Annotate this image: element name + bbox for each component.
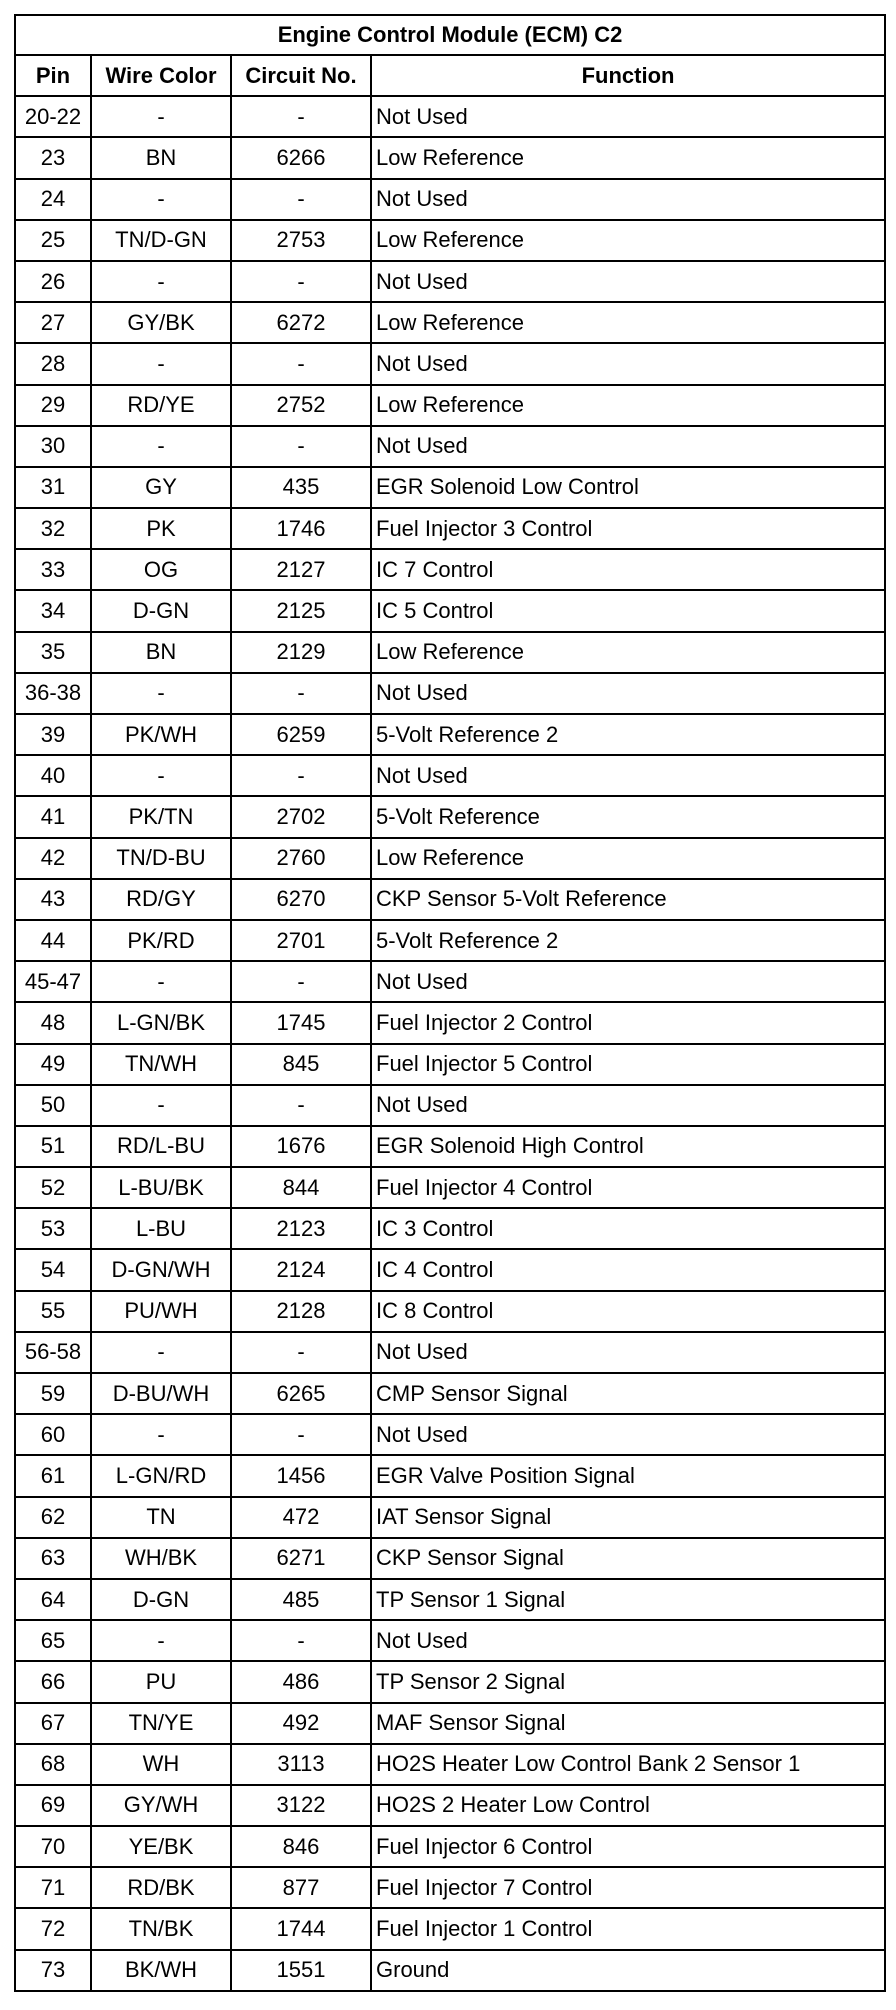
function-cell: Low Reference bbox=[371, 137, 885, 178]
function-cell: HO2S 2 Heater Low Control bbox=[371, 1785, 885, 1826]
function-cell: IAT Sensor Signal bbox=[371, 1497, 885, 1538]
function-cell: IC 5 Control bbox=[371, 590, 885, 631]
circuit-no-cell: - bbox=[231, 755, 371, 796]
pin-cell: 43 bbox=[15, 879, 91, 920]
circuit-no-cell: 492 bbox=[231, 1703, 371, 1744]
pin-cell: 67 bbox=[15, 1703, 91, 1744]
table-row bbox=[15, 1291, 885, 1332]
pin-cell: 20-22 bbox=[15, 96, 91, 137]
circuit-no-cell: 1551 bbox=[231, 1950, 371, 1991]
circuit-no-cell: - bbox=[231, 261, 371, 302]
table-row bbox=[15, 961, 885, 1002]
wire-color-cell: PK bbox=[91, 508, 231, 549]
function-cell: Not Used bbox=[371, 755, 885, 796]
circuit-no-cell: 486 bbox=[231, 1661, 371, 1702]
function-cell: Low Reference bbox=[371, 302, 885, 343]
circuit-no-cell: 2127 bbox=[231, 549, 371, 590]
table-row bbox=[15, 1744, 885, 1785]
wire-color-cell: PU bbox=[91, 1661, 231, 1702]
wire-color-cell: RD/GY bbox=[91, 879, 231, 920]
function-cell: HO2S Heater Low Control Bank 2 Sensor 1 bbox=[371, 1744, 885, 1785]
circuit-no-cell: - bbox=[231, 96, 371, 137]
table-row bbox=[15, 220, 885, 261]
wire-color-cell: PK/TN bbox=[91, 796, 231, 837]
circuit-no-cell: 472 bbox=[231, 1497, 371, 1538]
function-cell: Not Used bbox=[371, 426, 885, 467]
table-row bbox=[15, 1579, 885, 1620]
circuit-no-cell: 2123 bbox=[231, 1208, 371, 1249]
table-row bbox=[15, 879, 885, 920]
wire-color-cell: - bbox=[91, 1414, 231, 1455]
wire-color-cell: L-GN/BK bbox=[91, 1002, 231, 1043]
table-row bbox=[15, 1208, 885, 1249]
function-cell: Low Reference bbox=[371, 385, 885, 426]
circuit-no-cell: - bbox=[231, 673, 371, 714]
pin-cell: 52 bbox=[15, 1167, 91, 1208]
wire-color-cell: WH/BK bbox=[91, 1538, 231, 1579]
pin-cell: 61 bbox=[15, 1455, 91, 1496]
pin-cell: 72 bbox=[15, 1908, 91, 1949]
circuit-no-cell: 846 bbox=[231, 1826, 371, 1867]
function-cell: IC 8 Control bbox=[371, 1291, 885, 1332]
pin-cell: 45-47 bbox=[15, 961, 91, 1002]
circuit-no-cell: 6270 bbox=[231, 879, 371, 920]
pin-cell: 28 bbox=[15, 343, 91, 384]
function-cell: IC 3 Control bbox=[371, 1208, 885, 1249]
function-cell: Not Used bbox=[371, 343, 885, 384]
wire-color-cell: - bbox=[91, 343, 231, 384]
pin-cell: 56-58 bbox=[15, 1332, 91, 1373]
table-row bbox=[15, 385, 885, 426]
function-cell: Not Used bbox=[371, 1620, 885, 1661]
function-cell: IC 7 Control bbox=[371, 549, 885, 590]
pin-cell: 54 bbox=[15, 1249, 91, 1290]
wire-color-cell: OG bbox=[91, 549, 231, 590]
circuit-no-cell: 6271 bbox=[231, 1538, 371, 1579]
function-cell: Fuel Injector 4 Control bbox=[371, 1167, 885, 1208]
table-row bbox=[15, 632, 885, 673]
function-cell: EGR Solenoid High Control bbox=[371, 1126, 885, 1167]
function-cell: EGR Valve Position Signal bbox=[371, 1455, 885, 1496]
wire-color-cell: YE/BK bbox=[91, 1826, 231, 1867]
function-cell: Not Used bbox=[371, 1414, 885, 1455]
wire-color-cell: GY bbox=[91, 467, 231, 508]
function-cell: Low Reference bbox=[371, 838, 885, 879]
connector-document bbox=[14, 14, 884, 1992]
wire-color-cell: D-GN bbox=[91, 590, 231, 631]
pin-cell: 68 bbox=[15, 1744, 91, 1785]
table-row bbox=[15, 137, 885, 178]
wire-color-cell: TN/BK bbox=[91, 1908, 231, 1949]
table-row bbox=[15, 1167, 885, 1208]
wire-color-cell: - bbox=[91, 755, 231, 796]
wire-color-cell: RD/BK bbox=[91, 1867, 231, 1908]
pin-cell: 50 bbox=[15, 1085, 91, 1126]
function-cell: 5-Volt Reference 2 bbox=[371, 920, 885, 961]
table-row bbox=[15, 796, 885, 837]
circuit-no-cell: 3122 bbox=[231, 1785, 371, 1826]
wire-color-cell: BN bbox=[91, 632, 231, 673]
circuit-no-cell: 845 bbox=[231, 1044, 371, 1085]
table-row bbox=[15, 673, 885, 714]
pin-cell: 23 bbox=[15, 137, 91, 178]
circuit-no-cell: - bbox=[231, 1332, 371, 1373]
circuit-no-cell: 1744 bbox=[231, 1908, 371, 1949]
table-row bbox=[15, 920, 885, 961]
pin-cell: 27 bbox=[15, 302, 91, 343]
wire-color-cell: L-BU/BK bbox=[91, 1167, 231, 1208]
circuit-no-cell: 877 bbox=[231, 1867, 371, 1908]
circuit-no-cell: 2124 bbox=[231, 1249, 371, 1290]
table-row bbox=[15, 1414, 885, 1455]
function-cell: Fuel Injector 7 Control bbox=[371, 1867, 885, 1908]
pin-cell: 35 bbox=[15, 632, 91, 673]
function-cell: CKP Sensor 5-Volt Reference bbox=[371, 879, 885, 920]
wire-color-cell: RD/L-BU bbox=[91, 1126, 231, 1167]
circuit-no-cell: 2701 bbox=[231, 920, 371, 961]
circuit-no-cell: 6266 bbox=[231, 137, 371, 178]
pin-cell: 25 bbox=[15, 220, 91, 261]
function-cell: Not Used bbox=[371, 1332, 885, 1373]
function-cell: TP Sensor 1 Signal bbox=[371, 1579, 885, 1620]
pin-cell: 63 bbox=[15, 1538, 91, 1579]
function-cell: Fuel Injector 1 Control bbox=[371, 1908, 885, 1949]
pin-cell: 69 bbox=[15, 1785, 91, 1826]
function-cell: Low Reference bbox=[371, 632, 885, 673]
table-row bbox=[15, 302, 885, 343]
circuit-no-cell: 3113 bbox=[231, 1744, 371, 1785]
function-cell: MAF Sensor Signal bbox=[371, 1703, 885, 1744]
header-function: Function bbox=[371, 55, 885, 96]
function-cell: 5-Volt Reference bbox=[371, 796, 885, 837]
pin-cell: 51 bbox=[15, 1126, 91, 1167]
pin-cell: 42 bbox=[15, 838, 91, 879]
circuit-no-cell: 2129 bbox=[231, 632, 371, 673]
table-row bbox=[15, 343, 885, 384]
table-row bbox=[15, 1497, 885, 1538]
wire-color-cell: - bbox=[91, 426, 231, 467]
circuit-no-cell: 485 bbox=[231, 1579, 371, 1620]
circuit-no-cell: 844 bbox=[231, 1167, 371, 1208]
function-cell: Not Used bbox=[371, 1085, 885, 1126]
wire-color-cell: PU/WH bbox=[91, 1291, 231, 1332]
pin-cell: 41 bbox=[15, 796, 91, 837]
table-row bbox=[15, 1785, 885, 1826]
table-row bbox=[15, 1538, 885, 1579]
circuit-no-cell: 2128 bbox=[231, 1291, 371, 1332]
circuit-no-cell: - bbox=[231, 961, 371, 1002]
wire-color-cell: TN/D-GN bbox=[91, 220, 231, 261]
wire-color-cell: L-GN/RD bbox=[91, 1455, 231, 1496]
table-row bbox=[15, 508, 885, 549]
header-wire-color: Wire Color bbox=[91, 55, 231, 96]
pin-cell: 73 bbox=[15, 1950, 91, 1991]
function-cell: TP Sensor 2 Signal bbox=[371, 1661, 885, 1702]
circuit-no-cell: - bbox=[231, 343, 371, 384]
pin-cell: 32 bbox=[15, 508, 91, 549]
wire-color-cell: PK/RD bbox=[91, 920, 231, 961]
wire-color-cell: PK/WH bbox=[91, 714, 231, 755]
wire-color-cell: - bbox=[91, 1085, 231, 1126]
pin-cell: 29 bbox=[15, 385, 91, 426]
table-row bbox=[15, 179, 885, 220]
table-row bbox=[15, 1908, 885, 1949]
function-cell: Not Used bbox=[371, 673, 885, 714]
pin-cell: 48 bbox=[15, 1002, 91, 1043]
wire-color-cell: - bbox=[91, 961, 231, 1002]
table-row bbox=[15, 755, 885, 796]
circuit-no-cell: - bbox=[231, 1414, 371, 1455]
wire-color-cell: - bbox=[91, 1620, 231, 1661]
circuit-no-cell: 1746 bbox=[231, 508, 371, 549]
table-row bbox=[15, 467, 885, 508]
wire-color-cell: RD/YE bbox=[91, 385, 231, 426]
pin-cell: 65 bbox=[15, 1620, 91, 1661]
circuit-no-cell: 2752 bbox=[231, 385, 371, 426]
table-row bbox=[15, 1126, 885, 1167]
table-row bbox=[15, 1455, 885, 1496]
pin-cell: 70 bbox=[15, 1826, 91, 1867]
wire-color-cell: - bbox=[91, 673, 231, 714]
wire-color-cell: TN bbox=[91, 1497, 231, 1538]
wire-color-cell: - bbox=[91, 96, 231, 137]
table-row bbox=[15, 1249, 885, 1290]
table-row bbox=[15, 838, 885, 879]
pin-cell: 60 bbox=[15, 1414, 91, 1455]
function-cell: Fuel Injector 5 Control bbox=[371, 1044, 885, 1085]
pin-cell: 40 bbox=[15, 755, 91, 796]
table-row bbox=[15, 261, 885, 302]
title-row bbox=[15, 15, 885, 55]
table-row bbox=[15, 426, 885, 467]
table-row bbox=[15, 590, 885, 631]
table-body bbox=[15, 96, 885, 1991]
circuit-no-cell: - bbox=[231, 179, 371, 220]
table-row bbox=[15, 1044, 885, 1085]
circuit-no-cell: - bbox=[231, 426, 371, 467]
table-row bbox=[15, 96, 885, 137]
pin-cell: 59 bbox=[15, 1373, 91, 1414]
function-cell: Not Used bbox=[371, 961, 885, 1002]
header-pin: Pin bbox=[15, 55, 91, 96]
table-row bbox=[15, 1826, 885, 1867]
table-row bbox=[15, 1620, 885, 1661]
circuit-no-cell: 2702 bbox=[231, 796, 371, 837]
pin-cell: 62 bbox=[15, 1497, 91, 1538]
function-cell: EGR Solenoid Low Control bbox=[371, 467, 885, 508]
circuit-no-cell: - bbox=[231, 1620, 371, 1661]
table-row bbox=[15, 1703, 885, 1744]
wire-color-cell: GY/BK bbox=[91, 302, 231, 343]
table-row bbox=[15, 1661, 885, 1702]
pin-cell: 30 bbox=[15, 426, 91, 467]
table-row bbox=[15, 1373, 885, 1414]
wire-color-cell: TN/D-BU bbox=[91, 838, 231, 879]
pin-cell: 66 bbox=[15, 1661, 91, 1702]
pin-cell: 36-38 bbox=[15, 673, 91, 714]
function-cell: CMP Sensor Signal bbox=[371, 1373, 885, 1414]
function-cell: Fuel Injector 6 Control bbox=[371, 1826, 885, 1867]
table-row bbox=[15, 1332, 885, 1373]
pin-cell: 24 bbox=[15, 179, 91, 220]
function-cell: 5-Volt Reference 2 bbox=[371, 714, 885, 755]
pin-cell: 53 bbox=[15, 1208, 91, 1249]
function-cell: CKP Sensor Signal bbox=[371, 1538, 885, 1579]
pin-cell: 31 bbox=[15, 467, 91, 508]
table-title: Engine Control Module (ECM) C2 bbox=[15, 15, 885, 55]
pin-cell: 49 bbox=[15, 1044, 91, 1085]
circuit-no-cell: 1676 bbox=[231, 1126, 371, 1167]
pin-cell: 64 bbox=[15, 1579, 91, 1620]
wire-color-cell: TN/YE bbox=[91, 1703, 231, 1744]
circuit-no-cell: 435 bbox=[231, 467, 371, 508]
function-cell: Not Used bbox=[371, 261, 885, 302]
pinout-table bbox=[14, 14, 886, 1992]
wire-color-cell: TN/WH bbox=[91, 1044, 231, 1085]
wire-color-cell: D-GN bbox=[91, 1579, 231, 1620]
function-cell: Ground bbox=[371, 1950, 885, 1991]
wire-color-cell: D-BU/WH bbox=[91, 1373, 231, 1414]
circuit-no-cell: 1745 bbox=[231, 1002, 371, 1043]
circuit-no-cell: - bbox=[231, 1085, 371, 1126]
wire-color-cell: BN bbox=[91, 137, 231, 178]
table-row bbox=[15, 1867, 885, 1908]
wire-color-cell: D-GN/WH bbox=[91, 1249, 231, 1290]
function-cell: Not Used bbox=[371, 179, 885, 220]
function-cell: IC 4 Control bbox=[371, 1249, 885, 1290]
pin-cell: 55 bbox=[15, 1291, 91, 1332]
table-row bbox=[15, 549, 885, 590]
function-cell: Not Used bbox=[371, 96, 885, 137]
header-circuit-no: Circuit No. bbox=[231, 55, 371, 96]
circuit-no-cell: 6259 bbox=[231, 714, 371, 755]
function-cell: Fuel Injector 3 Control bbox=[371, 508, 885, 549]
wire-color-cell: BK/WH bbox=[91, 1950, 231, 1991]
circuit-no-cell: 2125 bbox=[231, 590, 371, 631]
wire-color-cell: GY/WH bbox=[91, 1785, 231, 1826]
wire-color-cell: - bbox=[91, 1332, 231, 1373]
circuit-no-cell: 6265 bbox=[231, 1373, 371, 1414]
circuit-no-cell: 6272 bbox=[231, 302, 371, 343]
pin-cell: 33 bbox=[15, 549, 91, 590]
table-row bbox=[15, 1085, 885, 1126]
wire-color-cell: - bbox=[91, 261, 231, 302]
pin-cell: 71 bbox=[15, 1867, 91, 1908]
wire-color-cell: WH bbox=[91, 1744, 231, 1785]
circuit-no-cell: 2760 bbox=[231, 838, 371, 879]
table-row bbox=[15, 714, 885, 755]
pin-cell: 26 bbox=[15, 261, 91, 302]
table-row bbox=[15, 1950, 885, 1991]
pin-cell: 39 bbox=[15, 714, 91, 755]
function-cell: Low Reference bbox=[371, 220, 885, 261]
pin-cell: 44 bbox=[15, 920, 91, 961]
header-row bbox=[15, 55, 885, 96]
table-row bbox=[15, 1002, 885, 1043]
wire-color-cell: L-BU bbox=[91, 1208, 231, 1249]
circuit-no-cell: 1456 bbox=[231, 1455, 371, 1496]
wire-color-cell: - bbox=[91, 179, 231, 220]
pin-cell: 34 bbox=[15, 590, 91, 631]
circuit-no-cell: 2753 bbox=[231, 220, 371, 261]
function-cell: Fuel Injector 2 Control bbox=[371, 1002, 885, 1043]
